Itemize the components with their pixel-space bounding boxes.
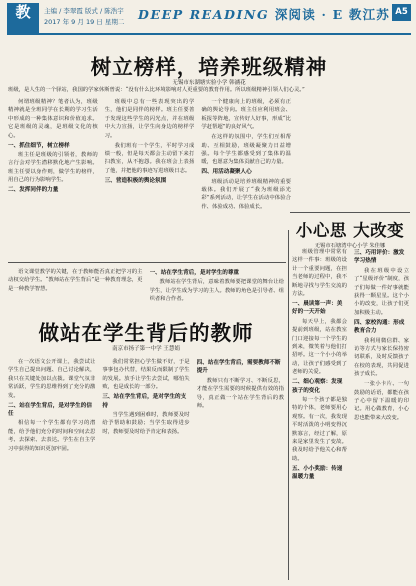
article-3-paragraph: 教师只有不断学习、不断反思，才能在学生需要的时候提供有效的指导，真正做一个站在学生背后的教师。	[196, 377, 284, 410]
article-1-column-2	[105, 98, 195, 239]
article-2-column-2	[354, 248, 409, 580]
article-3-upper-column-1	[8, 268, 143, 310]
article-3-title: 做站在学生背后的教师	[38, 321, 254, 345]
newspaper-logo	[7, 3, 39, 35]
article-3-column-3	[197, 358, 284, 580]
article-3-body	[8, 358, 284, 580]
logo-main-glyph: 教	[15, 3, 31, 21]
article-1-paragraph: 何谓班级精神？笔者认为，班级精神就是全班同学在长期的学习生活中形成的一种集体意识和价值追求。它是班级的灵魂，是班级文化的核心。	[8, 99, 98, 139]
article-2-paragraph: 一张小卡片、一句鼓励的话语，都能在孩子心中留下温暖的印记。用心做教育，小心思也能带来大改变。	[354, 381, 409, 421]
article-2-column-1	[292, 248, 347, 580]
divider-rule	[8, 262, 286, 263]
article-3-byline: 南京市扬子第一中学 王慧娟	[112, 346, 180, 352]
column-divider	[288, 230, 289, 580]
article-1-column-1	[8, 98, 98, 239]
article-3-column-1	[8, 358, 95, 580]
article-3-upper-body	[8, 268, 284, 310]
editor-line: 主编 / 李翠霞 版式 / 陈浩宇	[44, 7, 124, 15]
article-3-paragraph: 我们常常担心学生做不好，于是事事包办代替，结果反而限制了学生的发展。放手让学生去尝试，哪怕失败，也是成长的一部分。	[102, 359, 190, 391]
article-3-subheading: 四、站在学生背后，需要教师不断提升	[196, 360, 281, 375]
article-3-header	[16, 316, 276, 356]
article-1-column-3	[201, 98, 291, 239]
article-2-subheading: 一、晨读第一声：美好的一天开始	[292, 300, 343, 316]
article-1-paragraph: 班主任是班级的引领者，教师的言行会对学生潜移默化地产生影响。班主任要以身作则，做学生的榜样，用自己的行为影响学生。	[8, 151, 98, 184]
article-2-subheading: 二、细心观察：发现孩子的变化	[292, 379, 343, 394]
article-1-paragraph: 在这样的氛围中，学生们互相帮助、互相鼓励，班级凝聚力日益增强。每个学生都感受到了集体的温暖，也愿意为集体贡献自己的力量。	[201, 134, 292, 166]
article-1-header	[44, 46, 374, 86]
article-2-byline: 无锡市石塘湾中心小学 朱佳娜	[314, 243, 386, 249]
article-2-paragraph: 每天早上，我都会提前到班级，站在教室门口迎接每一个学生的到来，微笑着与他们打招呼。这一个小小的举动，让孩子们感受到了老师的关爱。	[292, 318, 347, 376]
page-number: A5	[392, 4, 411, 21]
article-2-title: 小心思 大改变	[295, 221, 405, 240]
masthead-rule	[7, 33, 411, 35]
article-3-paragraph: 教师站在学生背后，意味着教师要把课堂的舞台让给学生，让学生成为学习的主人。教师的角色是引导者、组织者和合作者。	[149, 279, 284, 303]
article-2-subheading: 四、家校沟通：形成教育合力	[354, 319, 405, 335]
date-line: 2017 年 9 月 19 日 星期二	[44, 18, 125, 26]
article-3-subheading: 三、站在学生背后，是对学生的支持	[102, 394, 187, 409]
article-3-paragraph: 当学生遇到困难时，教师要及时给予帮助和鼓励；当学生取得进步时，教师要及时给予肯定和表扬。	[102, 411, 190, 435]
article-1-subheading: 一、抓住细节，树立榜样	[8, 142, 70, 149]
article-2-paragraph: 班级管理中常常有这样一件事：班级的设计一个重要问题，在担当老师的过程中，我不断地寻找与学生交流的方法。	[292, 249, 347, 298]
article-1-subheading: 三、营造积极的舆论氛围	[104, 177, 167, 184]
article-2-body	[292, 248, 409, 580]
article-1-lead: 班级，是人生的一个驿站，我国的学家休斯曾说：“没有什么比环境影响对人更重要的教育作用。所以班级精神引领人们心灵。”	[8, 87, 305, 93]
article-1-paragraph: 一个健康向上的班级，必须有正确的舆论导向。班主任应利用班会、板报等阵地，宣传好人好事，形成“比学赶帮超”的良好风气。	[201, 99, 292, 131]
article-1-paragraph: 班级中总有一些表现突出的学生，他们是同伴的榜样。班主任要善于发现这些学生的闪光点，并在班级中大力宣扬，让学生向身边的榜样学习。	[104, 99, 195, 139]
article-3-paragraph: 在一次语文公开课上，我尝试让学生自己提出问题、自己讨论解决，我只在关键处加以点拨。课堂气氛非常活跃，学生的思维得到了充分的激发。	[8, 359, 96, 399]
article-2-subheading: 三、巧用评价：激发学习热情	[354, 250, 405, 265]
article-3-upper-column-2	[150, 268, 285, 310]
divider-rule	[290, 212, 410, 213]
article-3-subheading: 二、站在学生背后，是对学生的信任	[8, 402, 92, 417]
article-1-subheading: 二、发挥同伴的力量	[8, 187, 59, 194]
masthead	[0, 0, 416, 40]
article-2-paragraph: 我利用微信群、家访等方式与家长保持密切联系，及时反馈孩子在校的表现，共同促进孩子成长。	[354, 337, 409, 378]
article-3-column-2	[102, 358, 189, 580]
article-1-subheading: 四、用活动凝聚人心	[201, 169, 252, 176]
article-3-paragraph: 语文课堂教学的关键，在于教师能否真正把学习的主动权交给学生。“教师站在学生背后”是一种教育理念，更是一种教学智慧。	[8, 269, 143, 292]
article-1-paragraph: 我们班有一个学生，平时学习成绩一般，但是每天都会主动留下来打扫教室，从不抱怨。我在班会上表扬了他，并把他的事迹写进班级日志。	[104, 142, 195, 174]
section-title-cn: 深阅读 · E 教江苏	[274, 7, 390, 22]
article-3-subheading: 一、站在学生背后，是对学生的尊重	[149, 270, 240, 276]
article-1-byline: 无锡市东湖塘实验小学 韩涵花	[172, 80, 246, 86]
article-2-paragraph: 我在班级中设立了“星级评价”制度，孩子们每做一件好事就能获得一颗星星。这个小小的改变，让孩子们更加积极主动。	[354, 267, 409, 316]
article-1-title: 树立榜样，培养班级精神	[90, 55, 328, 79]
article-1-body	[8, 98, 291, 239]
article-3-paragraph: 相信每一个学生都有学习的潜能，给予他们充分的时间和空间去思考、去探索、去表达。学生在自主学习中获得的知识更加牢固。	[8, 420, 96, 452]
article-1-paragraph: 班级活动是培养班级精神的重要载体。我们开展了“我为班级添光彩”系列活动，让学生在活动中体验合作、体验成功、体验成长。	[201, 178, 292, 210]
article-2-subheading: 五、小小奖励：传递温暖力量	[292, 465, 343, 481]
section-title-en: DEEP READING	[138, 7, 270, 22]
article-2-paragraph: 每一个孩子都是独特的个体，老师要用心观察。有一次，我发现平时活泼的小明变得沉默寡言，经过了解，原来是家里发生了变故。我及时给予他关心和帮助。	[292, 396, 347, 462]
section-title	[138, 5, 390, 23]
